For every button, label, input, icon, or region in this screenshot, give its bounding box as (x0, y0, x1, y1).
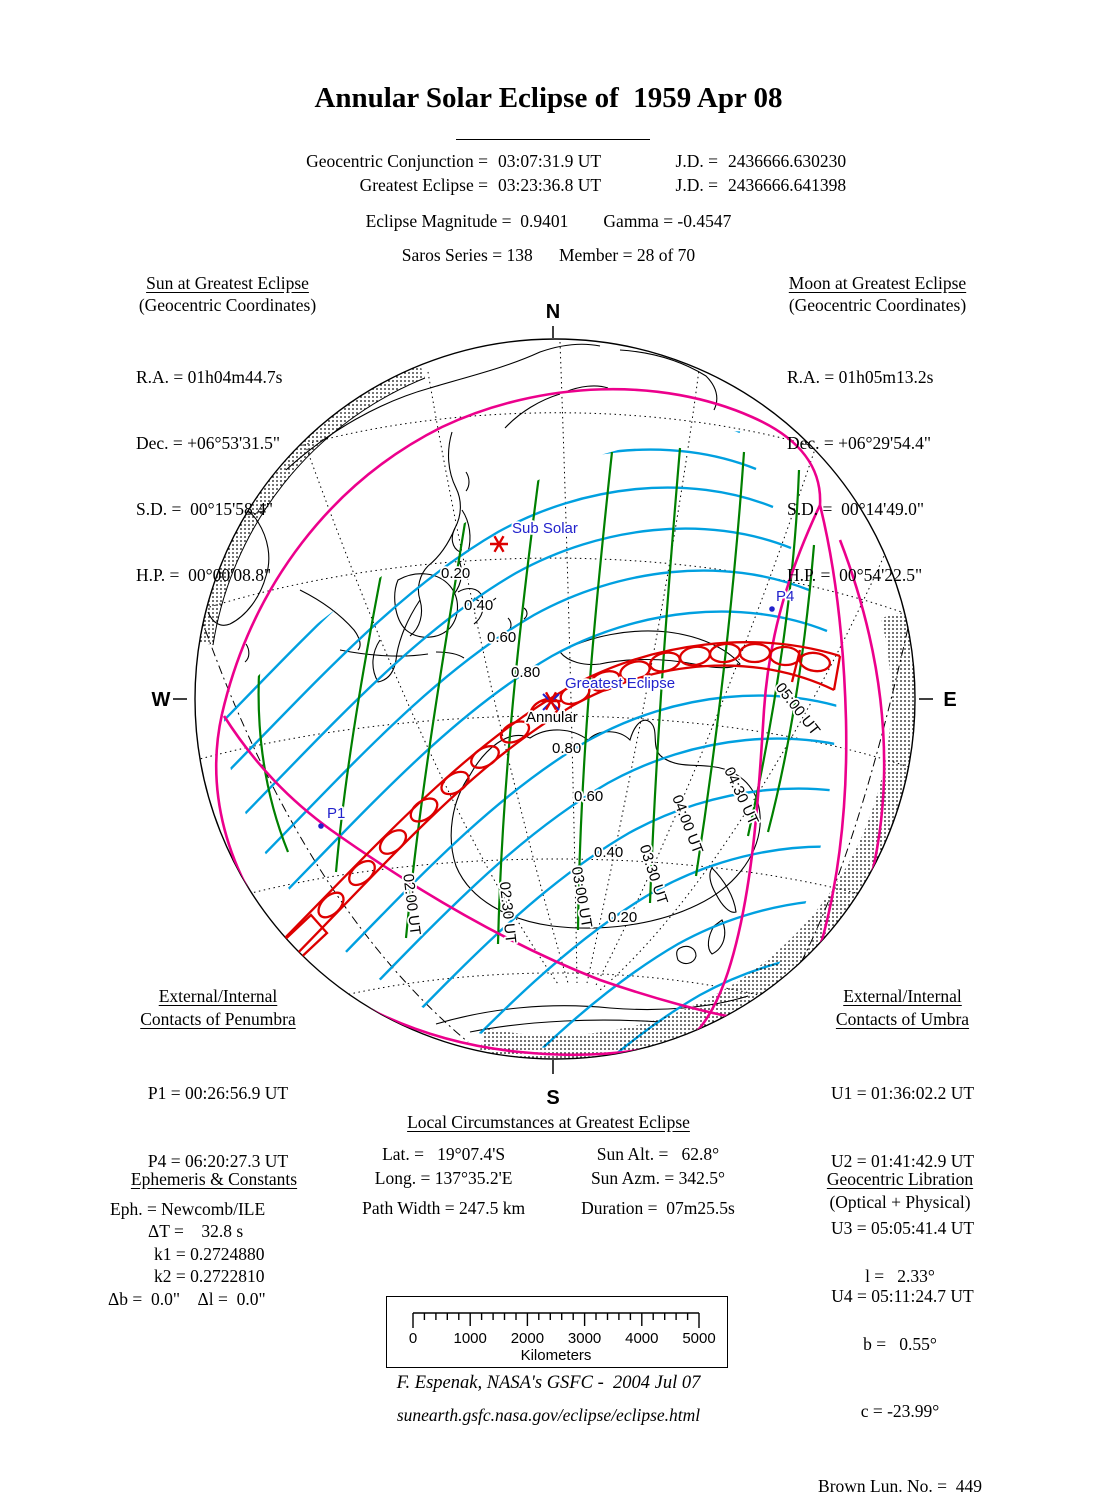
umbra-contacts-title2: Contacts of Umbra (805, 1008, 1000, 1031)
duration: Duration = 07m25.5s (581, 1196, 735, 1220)
path-width: Path Width = 247.5 km (362, 1196, 525, 1220)
asterisk-markers (490, 536, 561, 710)
black-map-labels (399, 565, 823, 944)
scale-tick-label: 2000 (511, 1330, 544, 1347)
scale-tick-label: 0 (409, 1330, 417, 1347)
sun-altitude: Sun Alt. = 62.8° (581, 1142, 735, 1166)
sun-ra: R.A. = 01h04m44.7s (136, 366, 335, 388)
ut-label: 03:30 UT (636, 843, 671, 907)
sun-block-subtitle: (Geocentric Coordinates) (120, 294, 335, 316)
sun-block-title: Sun at Greatest Eclipse (120, 272, 335, 294)
scale-tick-label: 4000 (625, 1330, 658, 1347)
page-title: Annular Solar Eclipse of 1959 Apr 08 (0, 82, 1097, 115)
libration-block (790, 1168, 1010, 1497)
umbra-contacts-title: External/Internal (805, 985, 1000, 1008)
source-url: sunearth.gsfc.nasa.gov/eclipse/eclipse.html (0, 1405, 1097, 1426)
moon-ra: R.A. = 01h05m13.2s (787, 366, 990, 388)
scale-tick-label: 5000 (682, 1330, 715, 1347)
jd-label: J.D. = (648, 149, 718, 173)
conjunction-label: Geocentric Conjunction = (158, 149, 488, 173)
libration-subtitle: (Optical + Physical) (790, 1191, 1010, 1214)
p4-label: P4 (776, 588, 794, 605)
ut-label: 03:00 UT (568, 865, 595, 929)
libration-b: b = 0.55° (790, 1333, 1010, 1356)
compass-east: E (943, 689, 956, 711)
scale-tick-label: 1000 (454, 1330, 487, 1347)
compass-west: W (152, 689, 171, 711)
ut-label: 02:30 UT (496, 881, 519, 944)
ut-label: 04:00 UT (668, 793, 706, 857)
scale-bar-ruler (387, 1297, 727, 1367)
p4-contact: P4 = 06:20:27.3 UT (118, 1150, 318, 1173)
horizon-lines (199, 610, 912, 1042)
sun-dec: Dec. = +06°53'31.5" (136, 432, 335, 454)
header-stats (158, 149, 918, 197)
jd-value: 2436666.630230 (718, 149, 918, 173)
magnitude-label: 0.20 (608, 909, 637, 926)
compass-north: N (546, 301, 560, 323)
libration-title: Geocentric Libration (790, 1168, 1010, 1191)
brown-lunation-number: Brown Lun. No. = 449 (790, 1475, 1010, 1497)
magnitude-label: 0.60 (574, 788, 603, 805)
ut-label: 02:00 UT (399, 873, 423, 936)
moon-dec: Dec. = +06°29'54.4" (787, 432, 990, 454)
u3-contact: U3 = 05:05:41.4 UT (805, 1217, 1000, 1240)
compass-south: S (546, 1087, 559, 1109)
sun-azimuth: Sun Azm. = 342.5° (581, 1166, 735, 1190)
delta-b-l: Δb = 0.0" Δl = 0.0" (108, 1288, 320, 1311)
moon-hp: H.P. = 00°54'22.5" (787, 564, 990, 586)
saros-member-row: Saros Series = 138 Member = 28 of 70 (0, 245, 1097, 266)
k1-constant: k1 = 0.2724880 (108, 1243, 320, 1266)
magnitude-label: 0.20 (441, 565, 470, 582)
credit-line: F. Espenak, NASA's GSFC - 2004 Jul 07 (0, 1373, 1097, 1394)
sun-block (120, 272, 335, 630)
magnitude-label: 0.60 (487, 629, 516, 646)
p1-contact: P1 = 00:26:56.9 UT (118, 1082, 318, 1105)
sub-solar-label: Sub Solar (512, 520, 578, 537)
greatest-eclipse-value: 03:23:36.8 UT (488, 173, 648, 197)
greatest-eclipse-label: Greatest Eclipse (565, 675, 675, 692)
sun-sd: S.D. = 00°15'58.4" (136, 498, 335, 520)
u4-contact: U4 = 05:11:24.7 UT (805, 1285, 1000, 1308)
penumbra-contacts-title: External/Internal (118, 985, 318, 1008)
greatest-eclipse-label: Greatest Eclipse = (158, 173, 488, 197)
k2-constant: k2 = 0.2722810 (108, 1265, 320, 1288)
u2-contact: U2 = 01:41:42.9 UT (805, 1150, 1000, 1173)
moon-block-subtitle: (Geocentric Coordinates) (765, 294, 990, 316)
ut-label: 05:00 UT (772, 680, 823, 739)
latitude: Lat. = 19°07.4'S (362, 1142, 525, 1166)
delta-t: ΔT = 32.8 s (108, 1220, 320, 1243)
p1-label: P1 (327, 805, 345, 822)
jd-label: J.D. = (648, 173, 718, 197)
conjunction-value: 03:07:31.9 UT (488, 149, 648, 173)
ephemeris-title: Ephemeris & Constants (108, 1168, 320, 1191)
longitude: Long. = 137°35.2'E (362, 1166, 525, 1190)
scale-tick-label: 3000 (568, 1330, 601, 1347)
moon-block (765, 272, 990, 630)
magnitude-label: 0.40 (464, 597, 493, 614)
ut-label: 04:30 UT (720, 765, 761, 828)
annular-label: Annular (526, 709, 578, 726)
ephemeris-source: Eph. = Newcomb/ILE (108, 1198, 320, 1221)
moon-sd: S.D. = 00°14'49.0" (787, 498, 990, 520)
magnitude-label: 0.80 (511, 664, 540, 681)
penumbra-contacts-title2: Contacts of Penumbra (118, 1008, 318, 1031)
moon-block-title: Moon at Greatest Eclipse (765, 272, 990, 294)
p1-dot (318, 823, 324, 829)
magnitude-label: 0.80 (552, 740, 581, 757)
sun-hp: H.P. = 00°00'08.8" (136, 564, 335, 586)
scale-unit-label: Kilometers (521, 1347, 592, 1364)
scale-bar (386, 1296, 728, 1368)
title-rule (456, 139, 650, 140)
libration-l: l = 2.33° (790, 1265, 1010, 1288)
libration-c: c = -23.99° (790, 1400, 1010, 1423)
greatest-eclipse-row (158, 173, 918, 197)
magnitude-label: 0.40 (594, 844, 623, 861)
conjunction-row (158, 149, 918, 173)
sub-solar-asterisk (490, 536, 508, 552)
jd-value: 2436666.641398 (718, 173, 918, 197)
ephemeris-block (108, 1168, 320, 1310)
local-circumstances-title: Local Circumstances at Greatest Eclipse (407, 1112, 690, 1132)
u1-contact: U1 = 01:36:02.2 UT (805, 1082, 1000, 1105)
ruler-ticks (413, 1313, 699, 1328)
magnitude-gamma-row: Eclipse Magnitude = 0.9401 Gamma = -0.4547 (0, 211, 1097, 232)
